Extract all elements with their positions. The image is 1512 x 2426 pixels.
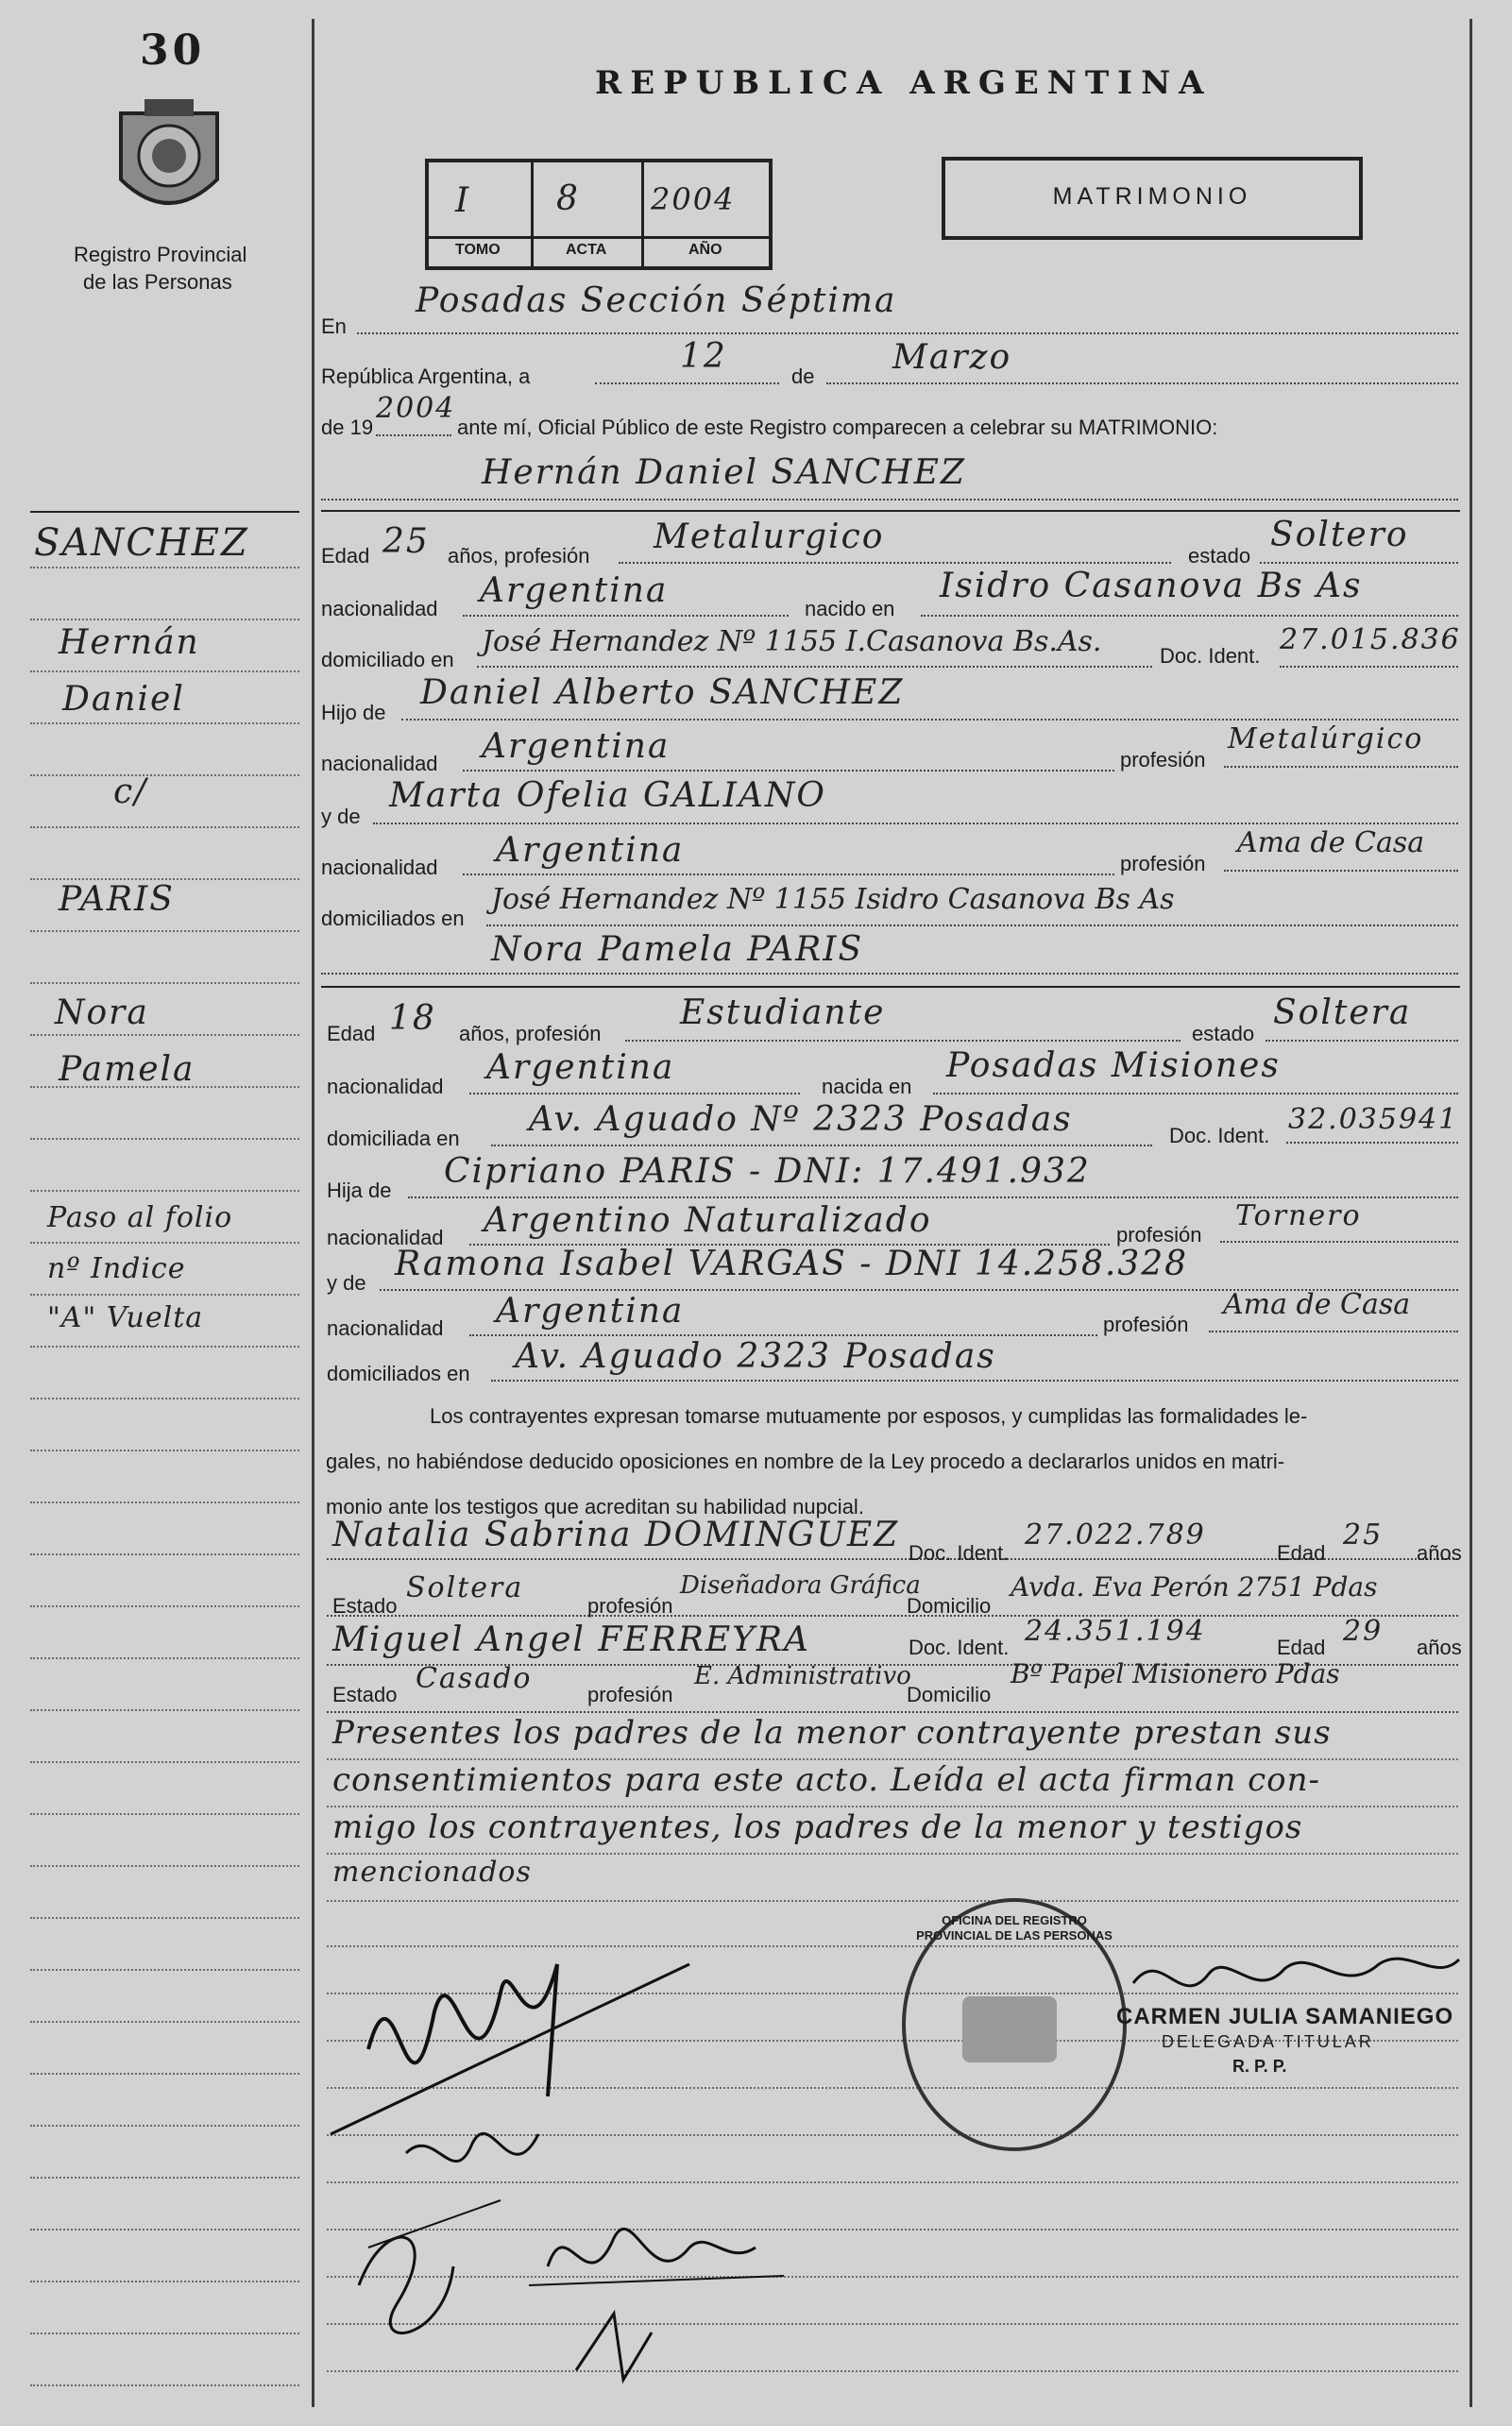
witness1-edad-label: Edad [1277, 1541, 1326, 1565]
bride-parents-dom-label: domiciliados en [327, 1362, 470, 1385]
groom-father: Daniel Alberto SANCHEZ [420, 673, 905, 712]
acta-value: 8 [556, 179, 580, 218]
note-line-2: consentimientos para este acto. Leída el acta firman con- [332, 1761, 1321, 1799]
bride-nationality: Argentina [486, 1048, 675, 1087]
right-column-rule [1470, 19, 1472, 2407]
witness2-name: Miguel Angel FERREYRA [332, 1620, 810, 1659]
bride-parents-dom: Av. Aguado 2323 Posadas [515, 1337, 996, 1376]
groom-nac-label: nacionalidad [321, 597, 438, 620]
de19-label: de 19 [321, 416, 374, 439]
act-type-box [942, 157, 1363, 240]
margin-name-1b: Daniel [62, 680, 185, 719]
bride-doc: 32.035941 [1288, 1103, 1459, 1136]
bride-dom-label: domiciliada en [327, 1127, 460, 1150]
groom-father-label: Hijo de [321, 701, 386, 724]
margin-name-2b: Pamela [59, 1050, 195, 1089]
tomo-value: I [455, 181, 471, 220]
bride-father-prof: Tornero [1235, 1199, 1362, 1232]
bride-mother-label: y de [327, 1271, 366, 1295]
witness2-doc: 24.351.194 [1025, 1615, 1206, 1648]
margin-ref-1: Paso al folio [47, 1201, 233, 1234]
margin-surname-2: PARIS [59, 880, 175, 919]
groom-profession: Metalurgico [654, 517, 885, 556]
bride-father-nat-label: nacionalidad [327, 1226, 444, 1249]
bride-edad-label: Edad [327, 1022, 376, 1045]
statement-line-1: Los contrayentes expresan tomarse mutuamente por esposos, y cumplidas las formalidades le- [430, 1404, 1308, 1428]
groom-anos-label: años, profesión [448, 544, 590, 568]
margin-ref-2: nº Indice [47, 1252, 186, 1285]
groom-parents-dom: José Hernandez Nº 1155 Isidro Casanova Bs As [491, 883, 1175, 916]
witness2-status: Casado [416, 1662, 533, 1695]
bride-father-prof-label: profesión [1116, 1223, 1202, 1247]
bride-nacida-label: nacida en [822, 1075, 912, 1098]
province-crest-icon [111, 94, 227, 227]
bride-father: Cipriano PARIS - DNI: 17.491.932 [444, 1152, 1091, 1191]
registry-line-2: de las Personas [83, 270, 232, 294]
groom-mother-prof: Ama de Casa [1237, 826, 1425, 859]
witness1-doc-label: Doc. Ident. [909, 1541, 1010, 1565]
groom-mother-label: y de [321, 805, 361, 828]
witness1-prof-label: profesión [587, 1594, 673, 1618]
bride-profession: Estudiante [680, 993, 886, 1032]
groom-mother-prof-label: profesión [1120, 852, 1206, 875]
bride-mother-nat-label: nacionalidad [327, 1316, 444, 1340]
bride-age: 18 [389, 999, 436, 1038]
de-label: de [791, 365, 815, 388]
groom-parents-dom-label: domiciliados en [321, 907, 465, 930]
groom-nacido-label: nacido en [805, 597, 895, 620]
statement-line-2: gales, no habiéndose deducido oposiciones en nombre de la Ley procedo a declararlos unidos en matri- [326, 1450, 1285, 1473]
bride-full-name: Nora Pamela PARIS [491, 930, 864, 969]
witness2-profession: E. Administrativo [694, 1662, 911, 1690]
groom-domicile: José Hernandez Nº 1155 I.Casanova Bs.As. [482, 625, 1102, 658]
witness1-profession: Diseñadora Gráfica [680, 1571, 921, 1600]
witness2-anos-label: años [1417, 1636, 1462, 1659]
record-number-box [425, 159, 773, 270]
bride-anos-label: años, profesión [459, 1022, 602, 1045]
note-line-3: migo los contrayentes, los padres de la menor y testigos [332, 1808, 1303, 1846]
bride-birthplace: Posadas Misiones [946, 1046, 1281, 1085]
witness2-age: 29 [1343, 1615, 1384, 1648]
officer-office: R. P. P. [1232, 2057, 1287, 2076]
witness1-domicile: Avda. Eva Perón 2751 Pdas [1011, 1571, 1378, 1603]
bride-father-label: Hija de [327, 1179, 392, 1202]
groom-father-prof: Metalúrgico [1228, 722, 1424, 755]
groom-dom-label: domiciliado en [321, 648, 454, 671]
margin-name-2a: Nora [55, 993, 149, 1032]
groom-estado-label: estado [1188, 544, 1251, 568]
bride-mother-prof-label: profesión [1103, 1313, 1189, 1336]
republica-label: República Argentina, a [321, 365, 531, 388]
en-label: En [321, 314, 347, 338]
margin-surname-1: SANCHEZ [34, 521, 249, 565]
bride-mother-prof: Ama de Casa [1223, 1288, 1411, 1321]
official-seal [902, 1898, 1127, 2151]
year-value: 2004 [376, 392, 456, 425]
note-line-4: mencionados [332, 1856, 532, 1889]
month-value: Marzo [892, 338, 1012, 377]
bride-mother-nat: Argentina [496, 1292, 685, 1331]
witness1-age: 25 [1343, 1518, 1384, 1552]
groom-mother-nat: Argentina [496, 831, 685, 870]
witness1-estado-label: Estado [332, 1594, 398, 1618]
ano-label: AÑO [688, 242, 722, 258]
margin-c: c/ [113, 772, 148, 811]
ano-value: 2004 [651, 181, 736, 217]
witness2-estado-label: Estado [332, 1683, 398, 1706]
groom-edad-label: Edad [321, 544, 370, 568]
groom-mother-nat-label: nacionalidad [321, 856, 438, 879]
bride-estado-label: estado [1192, 1022, 1255, 1045]
witness2-prof-label: profesión [587, 1683, 673, 1706]
witness2-edad-label: Edad [1277, 1636, 1326, 1659]
ante-text: ante mí, Oficial Público de este Registro comparecen a celebrar su MATRIMONIO: [457, 416, 1218, 439]
groom-father-prof-label: profesión [1120, 748, 1206, 772]
witness1-name: Natalia Sabrina DOMINGUEZ [332, 1516, 900, 1554]
witness2-dom-label: Domicilio [907, 1683, 992, 1706]
groom-doc: 27.015.836 [1280, 623, 1461, 656]
groom-full-name: Hernán Daniel SANCHEZ [482, 453, 966, 492]
witness1-anos-label: años [1417, 1541, 1462, 1565]
groom-age: 25 [382, 522, 430, 561]
bride-status: Soltera [1273, 993, 1412, 1032]
groom-father-nat: Argentina [482, 727, 671, 766]
bride-mother: Ramona Isabel VARGAS - DNI 14.258.328 [395, 1245, 1189, 1283]
bride-father-nat: Argentino Naturalizado [484, 1201, 932, 1240]
margin-ref-3: "A" Vuelta [47, 1301, 204, 1334]
witness2-domicile: Bº Papel Misionero Pdas [1011, 1658, 1340, 1689]
groom-father-nat-label: nacionalidad [321, 752, 438, 775]
registry-line-1: Registro Provincial [74, 243, 247, 266]
witness1-doc: 27.022.789 [1025, 1518, 1206, 1552]
note-line-1: Presentes los padres de la menor contrayente prestan sus [332, 1714, 1332, 1752]
country-title: REPUBLICA ARGENTINA [595, 64, 1213, 102]
bride-doc-label: Doc. Ident. [1169, 1124, 1270, 1147]
day-value: 12 [680, 337, 727, 376]
witness1-dom-label: Domicilio [907, 1594, 992, 1618]
tomo-label: TOMO [455, 242, 501, 258]
statement-line-3: monio ante los testigos que acreditan su habilidad nupcial. [326, 1495, 864, 1518]
groom-nationality: Argentina [480, 571, 669, 610]
witness1-status: Soltera [406, 1571, 524, 1604]
bride-domicile: Av. Aguado Nº 2323 Posadas [529, 1100, 1073, 1139]
page-number: 30 [140, 26, 206, 75]
signatures-graphic [312, 1908, 878, 2399]
acta-label: ACTA [566, 242, 607, 258]
groom-doc-label: Doc. Ident. [1160, 644, 1261, 668]
bride-nac-label: nacionalidad [327, 1075, 444, 1098]
margin-name-1a: Hernán [59, 623, 200, 662]
groom-birthplace: Isidro Casanova Bs As [940, 567, 1363, 605]
officer-title: DELEGADA TITULAR [1162, 2032, 1374, 2051]
act-type-label: MATRIMONIO [1052, 183, 1252, 210]
witness2-doc-label: Doc. Ident. [909, 1636, 1010, 1659]
place-value: Posadas Sección Séptima [416, 281, 897, 320]
groom-status: Soltero [1270, 516, 1409, 554]
groom-mother: Marta Ofelia GALIANO [389, 776, 826, 815]
seal-text: OFICINA DEL REGISTRO PROVINCIAL DE LAS PERSONAS [916, 1913, 1113, 1942]
officer-name: CARMEN JULIA SAMANIEGO [1116, 2004, 1454, 2029]
